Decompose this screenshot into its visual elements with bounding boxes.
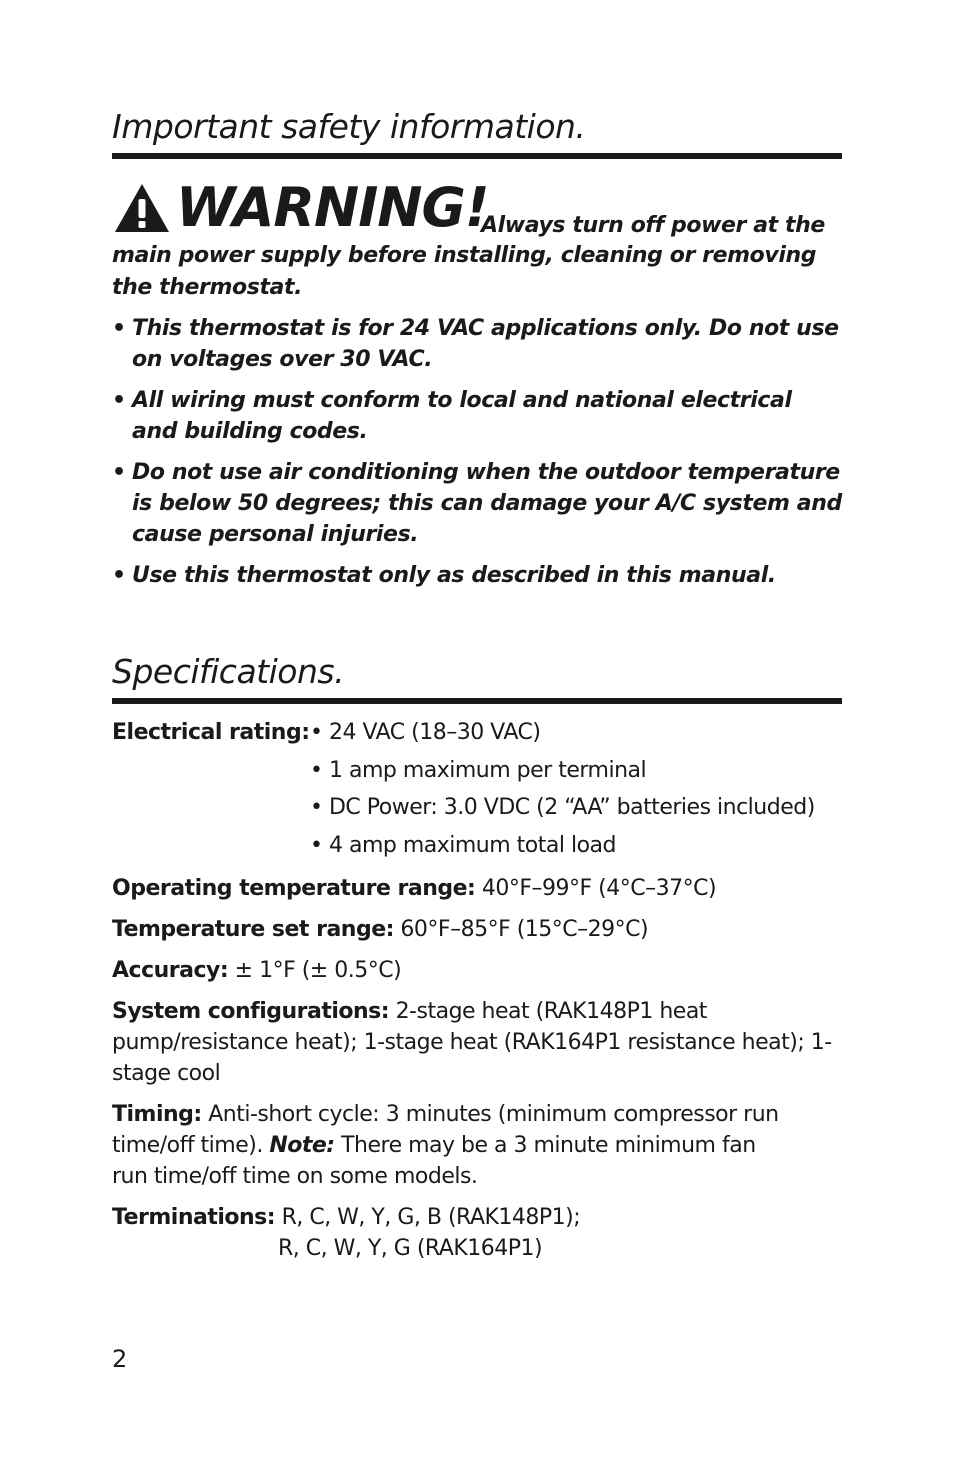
- spec-label: System configurations:: [112, 999, 390, 1024]
- bullet-marker: •: [112, 460, 126, 485]
- electrical-rating-item: • 4 amp maximum total load: [310, 832, 616, 858]
- safety-bullet-text: Use this thermostat only as described in this manual.: [132, 563, 776, 588]
- safety-bullet-text: Do not use air conditioning when the outdoor temperature is below 50 degrees; this can damage your A/C system and cause personal injuries.: [132, 460, 842, 547]
- spec-label: Accuracy:: [112, 958, 229, 983]
- note-value: There may be a 3 minute minimum fan run time/off time on some models.: [112, 1133, 756, 1189]
- spec-value: 2-stage heat (RAK148P1 heat pump/resistance heat); 1-stage heat (RAK164P1 resistance heat); 1-stage cool: [112, 999, 832, 1086]
- spec-accuracy: [112, 955, 842, 986]
- warning-continuation-text: main power supply before installing, cleaning or removing the thermostat.: [112, 243, 817, 300]
- spec-temperature-set-range: [112, 914, 842, 945]
- spec-label: Temperature set range:: [112, 917, 394, 942]
- safety-bullet-item: [112, 457, 842, 550]
- electrical-rating-item: • 24 VAC (18–30 VAC): [310, 720, 541, 745]
- bullet-marker: •: [112, 316, 126, 341]
- spec-label: Electrical rating:: [112, 720, 310, 745]
- safety-bullet-item: [112, 560, 842, 591]
- spec-label: Operating temperature range:: [112, 876, 476, 901]
- specifications-list: [112, 717, 842, 1274]
- electrical-rating-item: • DC Power: 3.0 VDC (2 “AA” batteries included): [310, 795, 815, 820]
- spec-value: R, C, W, Y, G, B (RAK148P1);: [281, 1205, 581, 1230]
- bullet-marker: •: [112, 563, 126, 588]
- safety-bullet-item: [112, 385, 842, 447]
- bullet-marker: •: [112, 388, 126, 413]
- safety-bullet-text: All wiring must conform to local and national electrical and building codes.: [132, 388, 792, 444]
- safety-title-rule: [112, 153, 842, 159]
- spec-label: Timing:: [112, 1102, 202, 1127]
- spec-terminations: [112, 1202, 842, 1264]
- spec-value: R, C, W, Y, G (RAK164P1): [278, 1236, 543, 1261]
- page-number: 2: [112, 1345, 128, 1373]
- safety-section-title: Important safety information.: [112, 107, 586, 146]
- note-label: Note:: [269, 1133, 335, 1158]
- spec-system-configurations: [112, 996, 842, 1089]
- spec-value: ± 1°F (± 0.5°C): [234, 958, 402, 983]
- spec-value: 60°F–85°F (15°C–29°C): [400, 917, 649, 942]
- warning-heading-line: [112, 176, 842, 244]
- electrical-rating-item: • 1 amp maximum per terminal: [310, 757, 647, 783]
- spec-timing: [112, 1099, 842, 1192]
- warning-block: [112, 176, 842, 601]
- electrical-rating-list: [310, 717, 815, 867]
- spec-electrical-rating: [112, 717, 842, 867]
- warning-lead-text: Always turn off power at the: [481, 213, 825, 238]
- spec-value: 40°F–99°F (4°C–37°C): [481, 876, 717, 901]
- spec-operating-temperature: [112, 873, 842, 904]
- spec-value: Anti-short cycle: 3 minutes (minimum compressor run time/off time).: [112, 1102, 779, 1158]
- warning-triangle-icon: [114, 183, 170, 233]
- warning-word: WARNING!: [176, 176, 489, 239]
- specifications-title-rule: [112, 698, 842, 704]
- specifications-section-title: Specifications.: [112, 652, 345, 691]
- spec-label: Terminations:: [112, 1205, 276, 1230]
- safety-bullet-list: [112, 313, 842, 591]
- safety-bullet-text: This thermostat is for 24 VAC applications only. Do not use on voltages over 30 VAC.: [132, 316, 839, 372]
- safety-bullet-item: [112, 313, 842, 375]
